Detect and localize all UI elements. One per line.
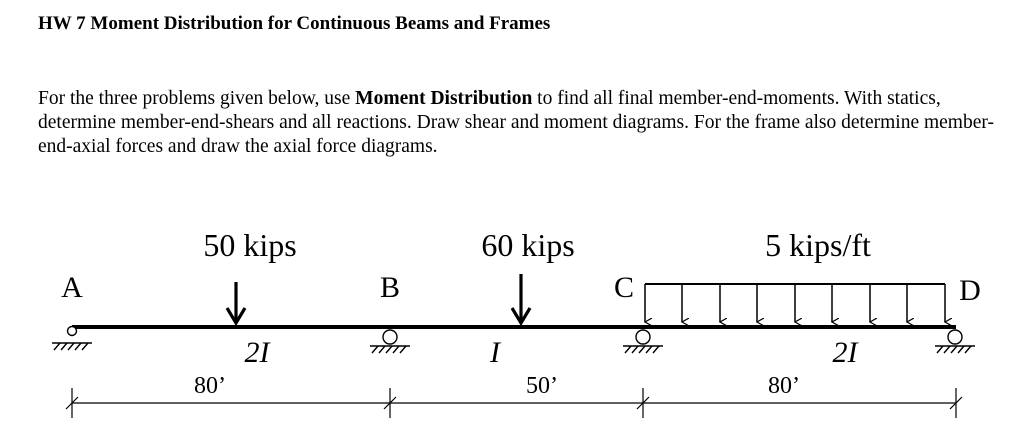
pin-support-icon <box>52 327 92 351</box>
node-label-a: A <box>61 271 83 304</box>
page-title: HW 7 Moment Distribution for Continuous Beams and Frames <box>38 13 551 34</box>
instructions-part1: For the three problems given below, use <box>38 88 356 109</box>
node-label-b: B <box>379 271 401 304</box>
roller-support-icon <box>623 330 663 353</box>
span-stiffness-label: 2I <box>832 336 858 369</box>
span-stiffness-label: 2I <box>244 336 270 369</box>
point-load-label: 50 kips <box>203 227 297 263</box>
span-length-label: 80’ <box>768 373 800 399</box>
node-label-d: D <box>959 274 981 307</box>
instructions-emphasis: Moment Distribution <box>355 88 533 109</box>
point-load-label: 60 kips <box>481 227 575 263</box>
span-length-label: 50’ <box>526 373 558 399</box>
span-length-label: 80’ <box>194 373 226 399</box>
point-load-arrow-icon <box>227 282 245 323</box>
distributed-load-label: 5 kips/ft <box>765 227 871 263</box>
node-label-c: C <box>613 271 635 304</box>
distributed-load-icon <box>645 284 945 322</box>
instructions-part2: to find all final member-end-moments. With statics, determine member-end-shears and all reactions. Draw shear and moment diagrams. For the frame also determine member-end-axial forces and draw the axial force diagrams. <box>38 88 994 157</box>
span-stiffness-label: I <box>490 336 500 369</box>
roller-support-icon <box>370 330 410 353</box>
roller-support-icon <box>935 330 975 353</box>
point-load-arrow-icon <box>512 274 530 323</box>
